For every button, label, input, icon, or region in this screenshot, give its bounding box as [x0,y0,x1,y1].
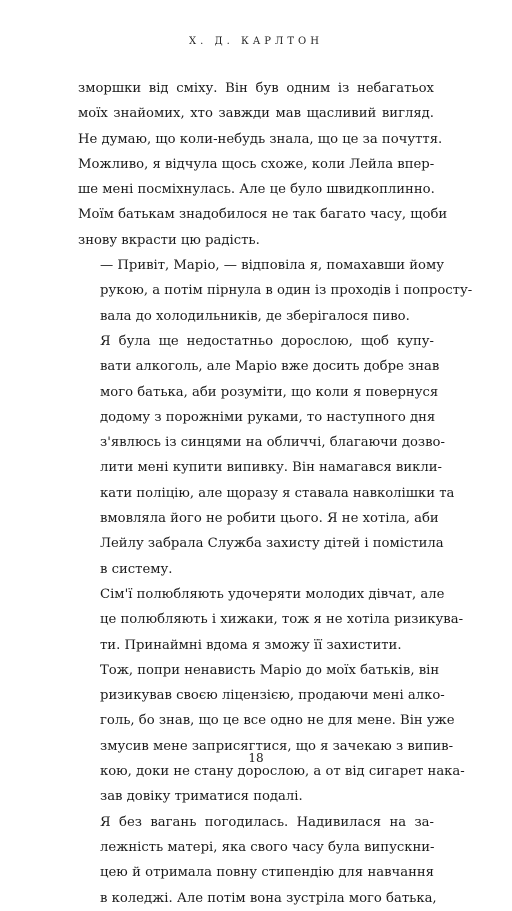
text-line: в коледжі. Але потім вона зустріла мого батька, [100,890,437,906]
text-line: лежність матері, яка свого часу була випускни- [100,839,435,855]
paragraph [78,329,455,582]
text-line: ше мені посміхнулась. Але це було швидкоплинно. [78,182,435,198]
text-line: вмовляла його не робити цього. Я не хотіла, аби [100,511,439,527]
text-line: додому з порожніми руками, то наступного дня [100,409,436,425]
text-line: цею й отримала повну стипендію для навчання [100,865,434,881]
text-line: ризикував своєю ліцензією, продаючи мені алко- [100,688,445,704]
text-line: — Привіт, Маріо, — відповіла я, помахавши йому [100,258,444,274]
text-line: рукою, а потім пірнула в один із проходів і попросту- [100,283,473,299]
text-line: з'явлюсь із синцями на обличчі, благаючи дозво- [100,435,445,451]
text-line: вала до холодильників, де зберігалося пиво. [100,308,410,324]
text-line: моїх знайомих, хто завжди мав щасливий вигляд. [78,106,434,122]
text-line: Не думаю, що коли-небудь знала, що це за почуття. [78,131,443,147]
text-line: голь, бо знав, що це все одно не для мене. Він уже [100,713,455,729]
paragraph [78,658,465,810]
paragraph [78,76,448,253]
page-number: 18 [248,751,264,765]
text-line: мого батька, аби розуміти, що коли я повернуся [100,384,439,400]
text-line: ти. Принаймні вдома я зможу її захистити. [100,637,402,653]
text-line: Моїм батькам знадобилося не так багато часу, щоби [78,207,448,223]
text-line: зав довіку триматися подалі. [100,789,303,805]
text-line: кою, доки не стану дорослою, а от від сигарет нака- [100,764,465,780]
text-line: вати алкоголь, але Маріо вже досить добре знав [100,359,440,375]
text-line: лити мені купити випивку. Він намагався викли- [100,460,442,476]
paragraph [78,582,464,658]
text-line: зморшки від сміху. Він був одним із небагатьох [78,81,434,96]
text-line: це полюбляють і хижаки, тож я не хотіла ризикува- [100,612,464,628]
text-line: Я була ще недостатньо дорослою, щоб купу- [100,333,434,349]
text-line: Можливо, я відчула щось схоже, коли Лейла впер- [78,156,435,172]
body-text [78,76,473,911]
paragraph [78,810,437,911]
text-line: Сім'ї полюбляють удочеряти молодих дівчат, але [100,586,445,602]
text-line: знову вкрасти цю радість. [78,232,260,248]
text-line: змусив мене заприсягтися, що я зачекаю з випив- [100,738,454,754]
paragraph [78,253,473,329]
text-line: Лейлу забрала Служба захисту дітей і помістила [100,536,444,552]
text-line: Тож, попри ненависть Маріо до моїх батьків, він [100,662,440,678]
text-line: в систему. [100,561,173,577]
running-header: Х. Д. КАРЛТОН [189,36,323,47]
text-line: кати поліцію, але щоразу я ставала навколішки та [100,485,455,501]
text-line: Я без вагань погодилась. Надивилася на за- [100,814,434,830]
